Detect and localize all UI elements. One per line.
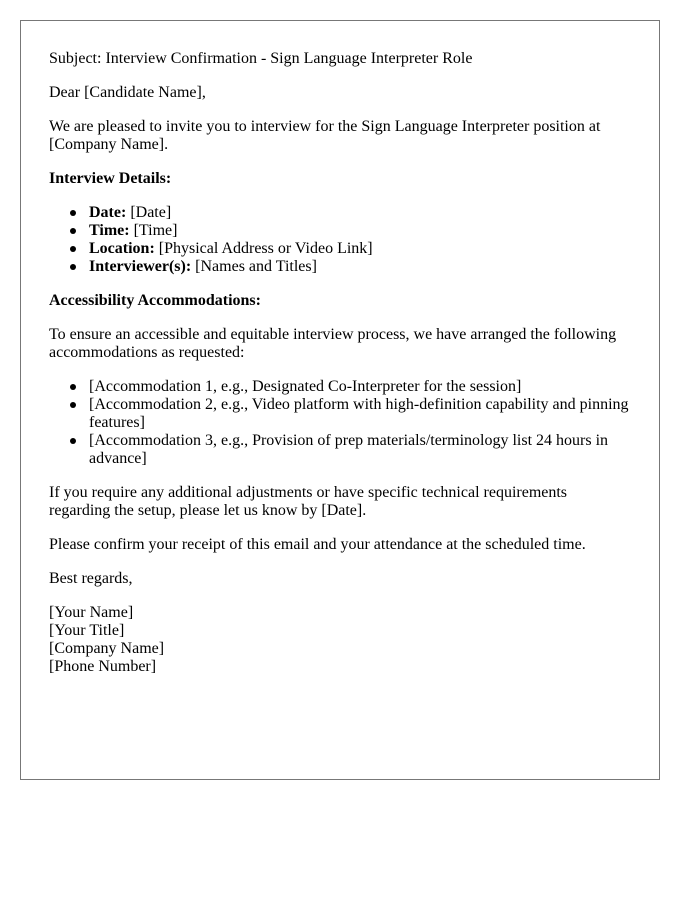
accommodations-list — [49, 378, 631, 468]
detail-item-time — [89, 222, 631, 240]
signature-name: [Your Name] — [49, 604, 134, 621]
interview-details-heading: Interview Details: — [49, 170, 172, 187]
signature-phone: [Phone Number] — [49, 658, 157, 675]
closing: Best regards, — [49, 570, 133, 587]
detail-label: Location: — [89, 240, 155, 257]
detail-label: Interviewer(s): — [89, 258, 192, 275]
subject-line: Subject: Interview Confirmation - Sign Language Interpreter Role — [49, 50, 473, 67]
detail-item-interviewers — [89, 258, 631, 276]
detail-label: Date: — [89, 204, 127, 221]
accommodations-intro: To ensure an accessible and equitable interview process, we have arranged the following accommodations as requested: — [49, 326, 617, 361]
signature-block — [49, 604, 631, 676]
letter-container — [20, 20, 660, 780]
confirm-paragraph: Please confirm your receipt of this email and your attendance at the scheduled time. — [49, 536, 586, 553]
adjustments-paragraph: If you require any additional adjustments or have specific technical requirements regarding the setup, please let us know by [Date]. — [49, 484, 568, 519]
detail-item-date — [89, 204, 631, 222]
accommodation-item: [Accommodation 3, e.g., Provision of prep materials/terminology list 24 hours in advance] — [89, 432, 631, 468]
intro-paragraph: We are pleased to invite you to interview for the Sign Language Interpreter position at [Company Name]. — [49, 118, 601, 153]
detail-value: [Physical Address or Video Link] — [158, 240, 373, 257]
accommodations-heading: Accessibility Accommodations: — [49, 292, 261, 309]
detail-value: [Names and Titles] — [195, 258, 317, 275]
accommodation-item: [Accommodation 2, e.g., Video platform with high-definition capability and pinning features] — [89, 396, 631, 432]
detail-value: [Time] — [133, 222, 178, 239]
detail-item-location — [89, 240, 631, 258]
detail-label: Time: — [89, 222, 130, 239]
interview-details-list — [49, 204, 631, 276]
greeting: Dear [Candidate Name], — [49, 84, 206, 101]
signature-company: [Company Name] — [49, 640, 165, 657]
accommodation-item: [Accommodation 1, e.g., Designated Co-Interpreter for the session] — [89, 378, 631, 396]
detail-value: [Date] — [130, 204, 172, 221]
signature-title: [Your Title] — [49, 622, 125, 639]
